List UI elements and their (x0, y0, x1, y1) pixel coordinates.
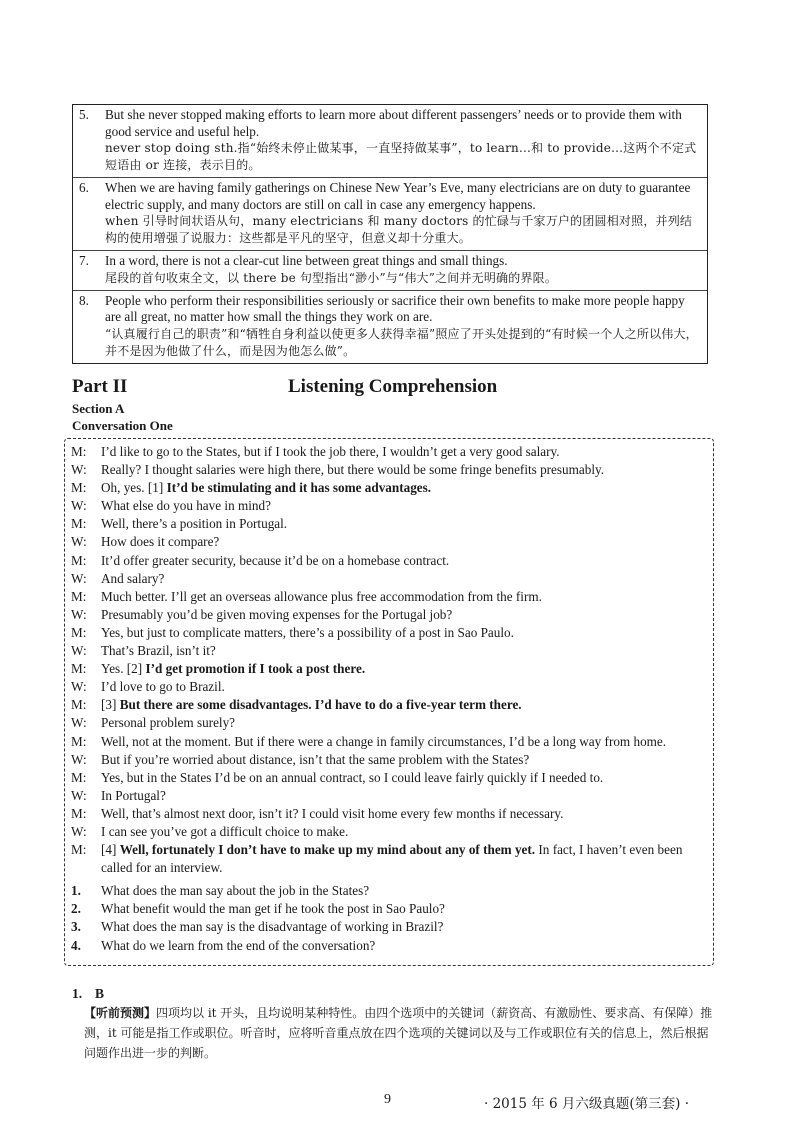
answer-letter: B (95, 986, 105, 1001)
dialogue-line (71, 588, 705, 606)
section-label: Section A (72, 401, 125, 416)
part-title: Listening Comprehension (288, 376, 498, 397)
speaker: W: (71, 715, 87, 731)
note-number: 6. (79, 180, 89, 195)
explanation-text: 四项均以 it 开头，且均说明某种特性。由四个选项中的关键词（薪资高、有激励性、要求高、有保障）推测，it 可能是指工作或职位。听音时，应将听音重点放在四个选项的关键词以及与工作或职位有关的信息上，然后根据问题作出进一步的判断。 (84, 1006, 713, 1060)
speaker: M: (71, 661, 87, 677)
speaker: W: (71, 570, 87, 586)
utterance: In Portugal? (101, 787, 166, 803)
question-text: What does the man say about the job in the States? (101, 883, 370, 899)
question-text: What does the man say is the disadvantage of working in Brazil? (101, 919, 444, 935)
speaker: M: (71, 588, 87, 604)
key-sentence: It’d be stimulating and it has some advantages. (166, 480, 432, 496)
utterance-prefix: Oh, yes. [1] (101, 480, 167, 496)
key-sentence: But there are some disadvantages. I’d have to do a five-year term there. (119, 697, 522, 713)
utterance: Well, not at the moment. But if there were a change in family circumstances, I’d be a long way from home. (101, 733, 667, 749)
explanation-tag: 【听前预测】 (84, 1006, 157, 1020)
utterance: It’d offer greater security, because it’d be on a homebase contract. (101, 552, 450, 568)
utterance: Well, that’s almost next door, isn’t it? I could visit home every few months if necessary. (101, 805, 564, 821)
dialogue-line (71, 515, 705, 533)
note-chinese: 尾段的首句收束全文，以 there be 句型指出“渺小”与“伟大”之间并无明确的界限。 (105, 270, 558, 285)
utterance: Presumably you’d be given moving expenses for the Portugal job? (101, 606, 453, 622)
answer-explanation (84, 1003, 716, 1063)
utterance: Yes, but just to complicate matters, there’s a possibility of a post in Sao Paulo. (101, 624, 514, 640)
dialogue-line (71, 841, 705, 859)
dialogue-line (71, 751, 705, 769)
utterance: I can see you’ve got a difficult choice to make. (101, 823, 349, 839)
dialogue-line (71, 660, 705, 678)
note-number: 7. (79, 253, 89, 268)
note-english: But she never stopped making efforts to learn more about different passengers’ needs or to provide them with good service and useful help. (105, 107, 682, 139)
question-text: What benefit would the man get if he took the post in Sao Paulo? (101, 901, 445, 917)
dialogue-line (71, 533, 705, 551)
dialogue-line (71, 570, 705, 588)
dialogue-line (71, 624, 705, 642)
dialogue-line (71, 733, 705, 751)
utterance-prefix: [4] (101, 842, 120, 858)
note-chinese: when 引导时间状语从句，many electricians 和 many doctors 的忙碌与千家万户的团圆相对照，并列结构的使用增强了说服力：这些都是平凡的坚守，但意义却十分重大。 (105, 214, 693, 245)
answer-number: 1. (72, 986, 83, 1001)
utterance: Yes, but in the States I’d be on an annual contract, so I could leave fairly quickly if I needed to. (101, 769, 604, 785)
utterance: But if you’re worried about distance, isn’t that the same problem with the States? (101, 751, 530, 767)
key-sentence: Well, fortunately I don’t have to make up my mind about any of them yet. (119, 842, 536, 858)
question-number: 1. (71, 883, 81, 899)
note-number: 5. (79, 107, 89, 122)
note-item (73, 178, 707, 251)
dialogue-line (71, 552, 705, 570)
dialogue-line (71, 823, 705, 841)
utterance-continuation: called for an interview. (101, 860, 223, 876)
dialogue-line (71, 769, 705, 787)
question-number: 3. (71, 919, 81, 935)
dialogue-line (71, 479, 705, 497)
question-number: 4. (71, 937, 81, 953)
utterance: I’d like to go to the States, but if I took the job there, I wouldn’t get a very good salary. (101, 444, 560, 459)
speaker: M: (71, 552, 87, 568)
exam-source: · 2015 年 6 月六级真题(第三套) · (484, 1096, 690, 1112)
speaker: M: (71, 733, 87, 749)
dialogue-line (71, 678, 705, 696)
speaker: M: (71, 480, 87, 496)
utterance: Really? I thought salaries were high there, but there would be some fringe benefits presumably. (101, 462, 605, 478)
dialogue-line (71, 606, 705, 624)
utterance-suffix: In fact, I haven’t even been (535, 842, 683, 858)
note-chinese: never stop doing sth.指“始终未停止做某事，一直坚持做某事”，to learn...和 to provide...这两个不定式短语由 or 连接，表示目的。 (105, 141, 697, 172)
speaker: M: (71, 624, 87, 640)
speaker: W: (71, 787, 87, 803)
page-number: 9 (384, 1092, 391, 1107)
speaker: M: (71, 444, 87, 459)
utterance: Personal problem surely? (101, 715, 236, 731)
question-item (71, 918, 705, 936)
speaker: M: (71, 697, 87, 713)
note-chinese: “认真履行自己的职责”和“牺牲自身利益以使更多人获得幸福”照应了开头处提到的“有时候一个人之所以伟大，并不是因为他做了什么，而是因为他怎么做”。 (105, 326, 698, 358)
note-english: In a word, there is not a clear-cut line between great things and small things. (105, 253, 508, 268)
speaker: W: (71, 643, 87, 659)
question-item (71, 882, 705, 900)
question-number: 2. (71, 901, 81, 917)
dialogue-line (71, 787, 705, 805)
utterance: Much better. I’ll get an overseas allowance plus free accommodation from the firm. (101, 588, 542, 604)
part-label: Part II (72, 376, 128, 397)
dialogue-line (71, 497, 705, 515)
speaker: W: (71, 462, 87, 478)
speaker: M: (71, 805, 87, 821)
utterance: Well, there’s a position in Portugal. (101, 516, 288, 532)
note-number: 8. (79, 292, 89, 308)
speaker: M: (71, 516, 87, 532)
utterance: That’s Brazil, isn’t it? (101, 643, 216, 659)
dialogue-line (71, 461, 705, 479)
speaker: M: (71, 769, 87, 785)
utterance: What else do you have in mind? (101, 498, 271, 514)
utterance: And salary? (101, 570, 165, 586)
speaker: W: (71, 823, 87, 839)
speaker: W: (71, 751, 87, 767)
dialogue-line (71, 642, 705, 660)
speaker: W: (71, 534, 87, 550)
utterance: How does it compare? (101, 534, 220, 550)
utterance-prefix: [3] (101, 697, 120, 713)
notes-box (72, 104, 708, 364)
note-english: When we are having family gatherings on Chinese New Year’s Eve, many electricians are on duty to guarantee electric supply, and many doctors are still on call in case any emergency happens. (105, 180, 691, 212)
speaker: M: (71, 842, 87, 858)
dialogue-line (71, 805, 705, 823)
dialogue-line (71, 696, 705, 714)
speaker: W: (71, 498, 87, 514)
utterance-prefix: Yes. [2] (101, 661, 146, 677)
note-item (73, 251, 707, 291)
note-item (73, 105, 707, 178)
speaker: W: (71, 679, 87, 695)
question-item (71, 937, 705, 955)
utterance: I’d love to go to Brazil. (101, 679, 225, 695)
dialogue-line (71, 714, 705, 732)
conversation-transcript (64, 438, 714, 966)
speaker: W: (71, 606, 87, 622)
key-sentence: I’d get promotion if I took a post there. (145, 661, 366, 677)
note-item (73, 291, 707, 363)
conversation-title: Conversation One (72, 418, 173, 433)
part-heading (72, 376, 712, 402)
note-english: People who perform their responsibilities seriously or sacrifice their own benefits to make more people happy are all great, no matter how small the things they work on are. (105, 292, 685, 324)
question-text: What do we learn from the end of the conversation? (101, 937, 376, 953)
question-item (71, 900, 705, 918)
dialogue-line (71, 443, 705, 461)
